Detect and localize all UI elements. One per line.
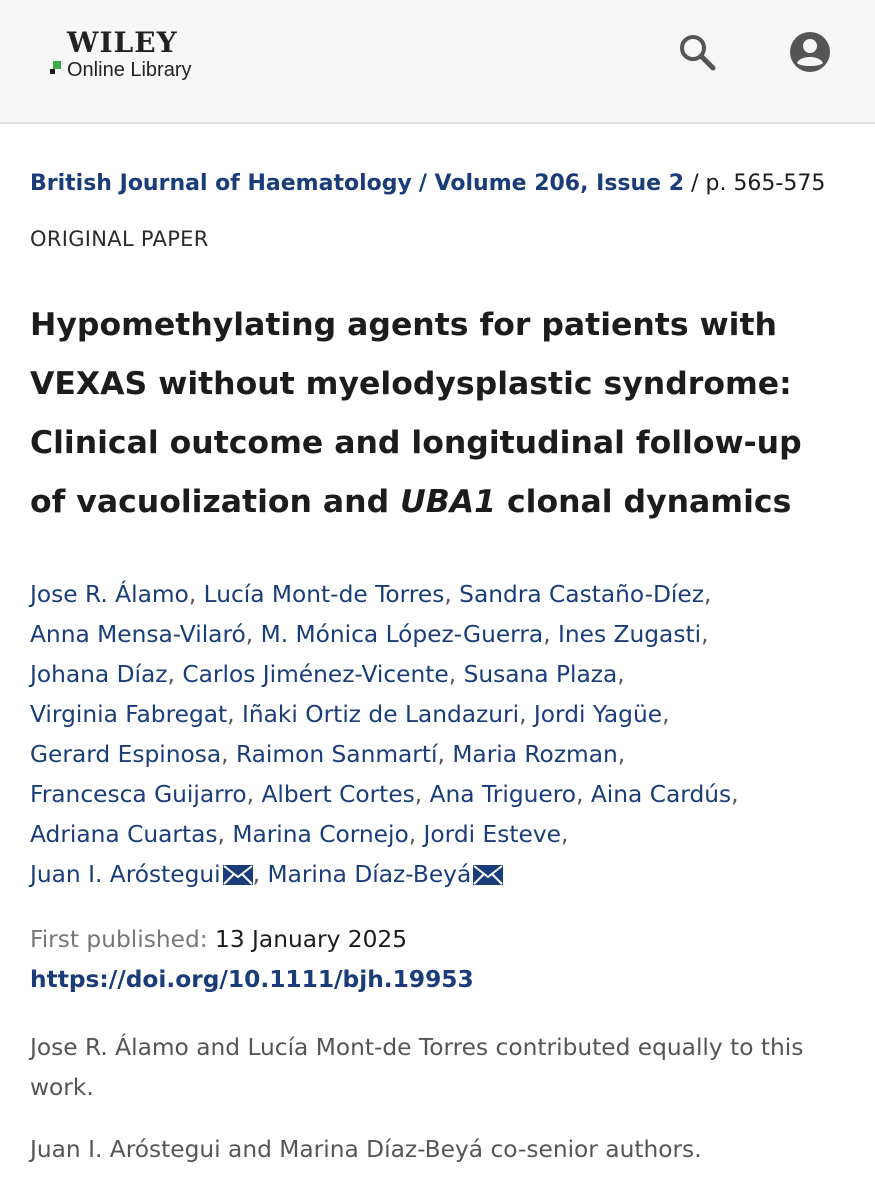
author-link[interactable]: Anna Mensa-Vilaró — [30, 621, 246, 648]
author-link[interactable]: Maria Rozman — [452, 741, 618, 768]
article-type: ORIGINAL PAPER — [30, 227, 209, 251]
author-link[interactable]: Iñaki Ortiz de Landazuri — [241, 701, 520, 728]
breadcrumb — [30, 168, 825, 200]
author-separator: , — [167, 661, 175, 688]
author-separator: , — [246, 781, 255, 808]
author-link[interactable]: Francesca Guijarro — [30, 781, 247, 808]
logo-wordmark: WILEY — [67, 26, 178, 59]
search-icon — [677, 32, 717, 72]
author-separator: , — [221, 741, 229, 768]
publication-info — [30, 920, 407, 960]
author-separator: , — [731, 781, 739, 808]
author-separator: , — [701, 621, 709, 648]
author-link[interactable]: Jordi Esteve — [423, 821, 561, 848]
author-separator: , — [245, 621, 254, 648]
breadcrumb-separator: / — [418, 171, 427, 196]
author-separator: , — [703, 581, 712, 608]
author-link[interactable]: Susana Plaza — [463, 661, 618, 688]
author-link[interactable]: Ana Triguero — [429, 781, 577, 808]
published-label: First published: — [30, 926, 208, 953]
logo-subtitle: Online Library — [67, 59, 192, 81]
author-link[interactable]: Johana Díaz — [30, 661, 168, 688]
author-separator: , — [617, 741, 626, 768]
co-senior-note: Juan I. Aróstegui and Marina Díaz-Beyá co-senior authors. — [30, 1136, 702, 1163]
author-link[interactable]: Marina Díaz-Beyá — [267, 861, 472, 888]
article-title: Hypomethylating agents for patients with VEXAS without myelodysplastic syndrome: Clinical outcome and longitudinal follow-up of vacuolization and UBA1 clonal dynamics — [30, 307, 802, 520]
author-separator: , — [437, 741, 445, 768]
account-button[interactable] — [788, 30, 832, 74]
issue-link[interactable]: Volume 206, Issue 2 — [434, 171, 685, 196]
author-link[interactable]: Virginia Fabregat — [30, 701, 228, 728]
author-separator: , — [227, 701, 235, 728]
author-link[interactable]: M. Mónica López-Guerra — [260, 621, 544, 648]
author-link[interactable]: Jordi Yagüe — [533, 701, 663, 728]
author-list — [30, 575, 845, 895]
author-separator: , — [217, 821, 225, 848]
email-icon[interactable] — [473, 865, 503, 885]
site-header — [0, 0, 875, 124]
author-separator: , — [662, 701, 670, 728]
author-link[interactable]: Gerard Espinosa — [30, 741, 222, 768]
email-icon[interactable] — [223, 865, 253, 885]
gene-name: UBA1 — [400, 484, 497, 520]
author-link[interactable]: Aina Cardús — [590, 781, 732, 808]
author-separator: , — [617, 661, 625, 688]
author-link[interactable]: Juan I. Aróstegui — [30, 861, 221, 888]
wiley-online-library-logo[interactable] — [50, 28, 220, 88]
author-link[interactable]: Lucía Mont-de Torres — [203, 581, 445, 608]
author-link[interactable]: Albert Cortes — [261, 781, 415, 808]
doi-link[interactable]: https://doi.org/10.1111/bjh.19953 — [30, 966, 474, 993]
author-link[interactable]: Carlos Jiménez-Vicente — [182, 661, 449, 688]
author-separator: , — [252, 861, 261, 888]
author-link[interactable]: Adriana Cuartas — [30, 821, 218, 848]
author-separator: , — [444, 581, 452, 608]
author-separator: , — [519, 701, 527, 728]
search-button[interactable] — [675, 30, 719, 74]
logo-mark-icon — [50, 61, 66, 77]
author-link[interactable]: Marina Cornejo — [232, 821, 409, 848]
account-icon — [788, 30, 832, 74]
author-separator: , — [414, 781, 423, 808]
author-link[interactable]: Raimon Sanmartí — [235, 741, 438, 768]
published-date: 13 January 2025 — [215, 926, 408, 953]
page-range: p. 565-575 — [705, 171, 826, 196]
breadcrumb-separator: / — [691, 171, 699, 196]
author-separator: , — [543, 621, 551, 648]
author-separator: , — [408, 821, 417, 848]
author-separator: , — [448, 661, 457, 688]
journal-link[interactable]: British Journal of Haematology — [30, 171, 412, 196]
author-link[interactable]: Jose R. Álamo — [30, 581, 189, 608]
author-separator: , — [576, 781, 584, 808]
author-separator: , — [560, 821, 569, 848]
author-link[interactable]: Sandra Castaño-Díez — [459, 581, 704, 608]
equal-contribution-note: Jose R. Álamo and Lucía Mont-de Torres contributed equally to this work. — [30, 1034, 804, 1101]
author-separator: , — [188, 581, 197, 608]
author-link[interactable]: Ines Zugasti — [558, 621, 702, 648]
